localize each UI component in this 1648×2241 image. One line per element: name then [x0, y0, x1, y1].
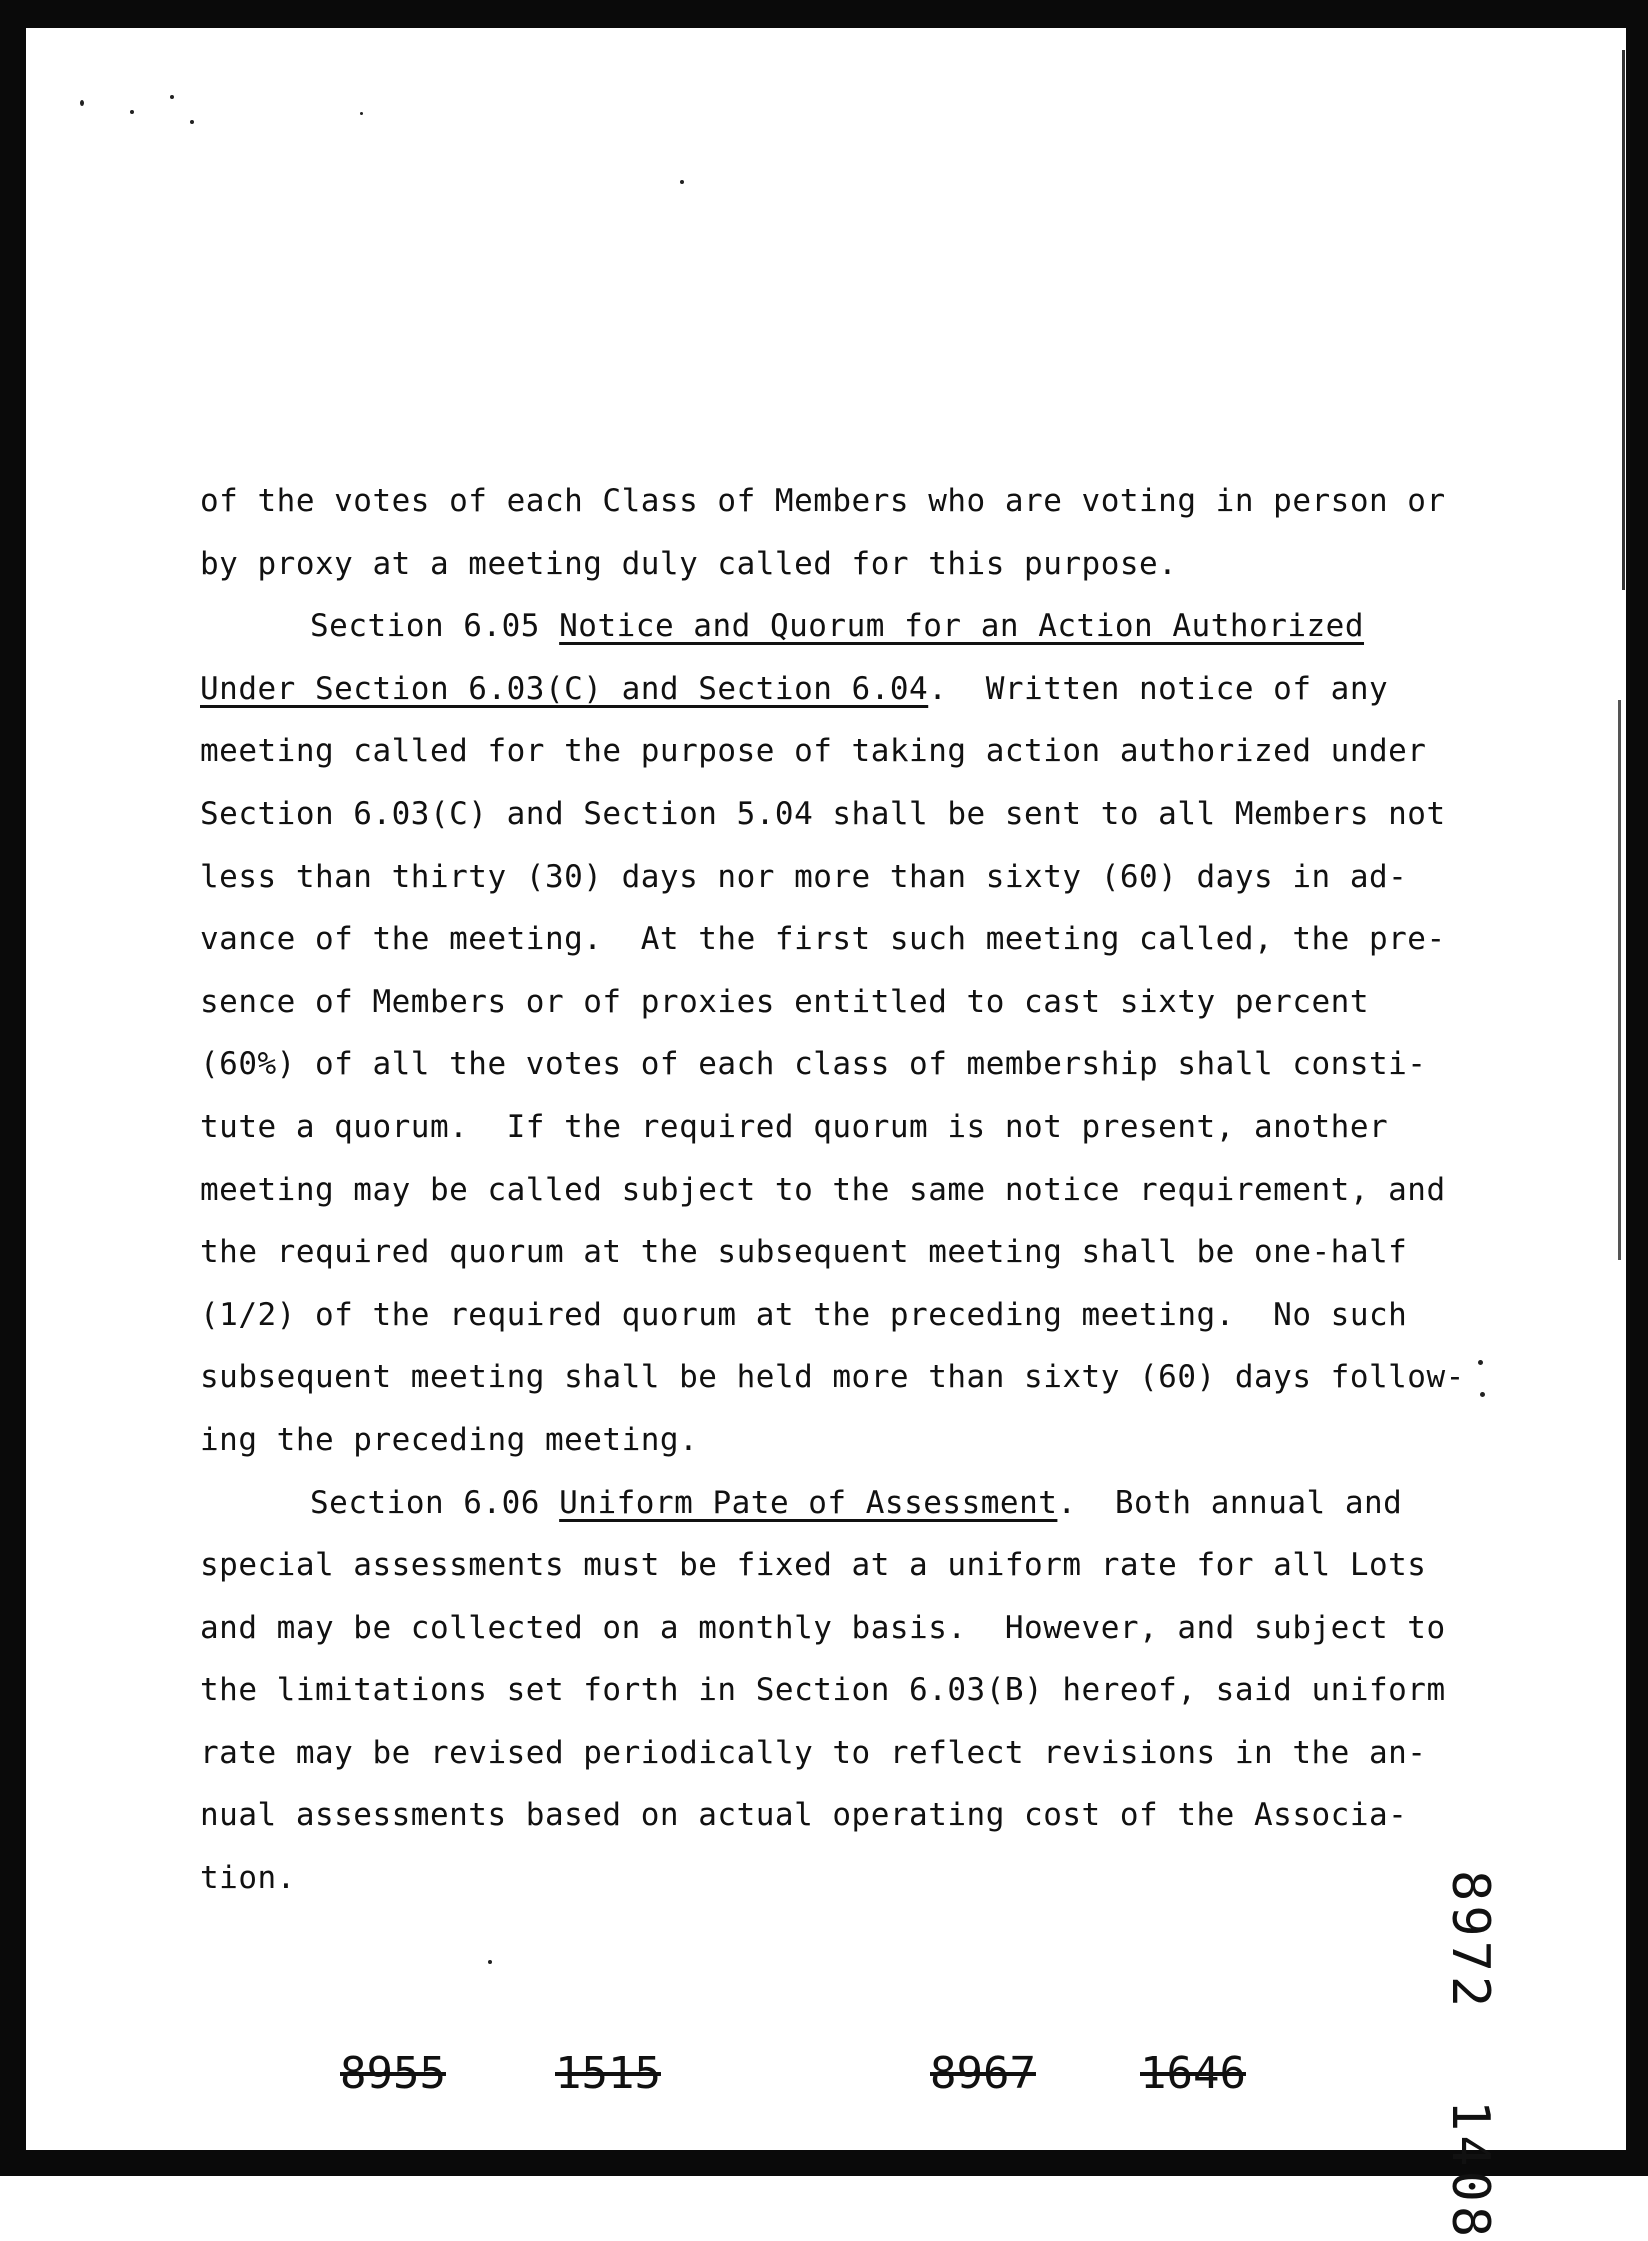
scan-edge-line: [1622, 50, 1625, 590]
footer-page-right: [1140, 2048, 1246, 2099]
scan-speck: [1480, 1392, 1485, 1397]
section-606-title: Uniform Pate of Assessment: [559, 1484, 1058, 1521]
body-line: nual assessments based on actual operating cost of the Associa-: [200, 1797, 1408, 1834]
body-line: and may be collected on a monthly basis. However, and subject to: [200, 1609, 1446, 1646]
scan-speck: [130, 110, 134, 114]
footer-page-left-text: 1515: [555, 2048, 661, 2099]
body-line: meeting called for the purpose of taking action authorized under: [200, 733, 1427, 770]
scan-speck: [1478, 1360, 1483, 1365]
section-605-number: Section 6.05: [310, 608, 560, 645]
body-line: vance of the meeting. At the first such meeting called, the pre-: [200, 921, 1446, 958]
body-line: subsequent meeting shall be held more than sixty (60) days follow-: [200, 1359, 1465, 1396]
body-line: rate may be revised periodically to reflect revisions in the an-: [200, 1734, 1427, 1771]
section-605-title-line2: Under Section 6.03(C) and Section 6.04: [200, 670, 929, 707]
document-body: [200, 470, 1465, 1910]
body-line: Section 6.03(C) and Section 5.04 shall be sent to all Members not: [200, 795, 1446, 832]
footer-book-left: [340, 2048, 446, 2099]
body-line: the required quorum at the subsequent meeting shall be one-half: [200, 1234, 1408, 1271]
body-line: tion.: [200, 1860, 296, 1897]
section-606-heading-suffix: . Both annual and: [1057, 1484, 1403, 1521]
body-line: less than thirty (30) days nor more than sixty (60) days in ad-: [200, 858, 1408, 895]
body-line: (1/2) of the required quorum at the preceding meeting. No such: [200, 1296, 1408, 1333]
footer-book-left-text: 8955: [340, 2048, 446, 2099]
body-line: tute a quorum. If the required quorum is not present, another: [200, 1108, 1389, 1145]
footer-book-right-text: 8967: [930, 2048, 1036, 2099]
scan-speck: [680, 180, 684, 184]
scan-border-left: [0, 0, 26, 2176]
footer-book-right: [930, 2048, 1036, 2099]
body-line: special assessments must be fixed at a uniform rate for all Lots: [200, 1547, 1427, 1584]
section-605-heading-suffix: . Written notice of any: [928, 670, 1389, 707]
body-line: sence of Members or of proxies entitled to cast sixty percent: [200, 983, 1369, 1020]
body-line: of the votes of each Class of Members who are voting in person or: [200, 483, 1446, 519]
scan-border-top: [0, 0, 1648, 28]
body-line: ing the preceding meeting.: [200, 1421, 699, 1458]
section-605-heading: [200, 595, 1460, 658]
scan-speck: [170, 95, 174, 99]
section-605-title-line1: Notice and Quorum for an Action Authorized: [559, 608, 1365, 645]
recording-stamp: [1320, 1870, 1500, 2241]
footer-page-right-text: 1646: [1140, 2048, 1246, 2099]
stamp-book-number: 8972: [1440, 1870, 1500, 2012]
scan-speck: [488, 1960, 492, 1964]
section-605-heading-cont: [200, 658, 1460, 721]
body-line: the limitations set forth in Section 6.03(B) hereof, said uniform: [200, 1672, 1446, 1709]
section-606-number: Section 6.06: [310, 1484, 560, 1521]
scan-speck: [80, 100, 84, 106]
scan-speck: [190, 120, 194, 124]
scan-speck: [360, 112, 363, 115]
body-line: by proxy at a meeting duly called for this purpose.: [200, 545, 1178, 582]
footer-page-left: [555, 2048, 661, 2099]
body-line: meeting may be called subject to the same notice requirement, and: [200, 1171, 1446, 1208]
stamp-page-number: 1408: [1440, 2100, 1500, 2241]
scan-edge-line-lower: [1618, 700, 1621, 1260]
body-line: (60%) of all the votes of each class of membership shall consti-: [200, 1046, 1427, 1083]
scan-border-bottom: [0, 2150, 1648, 2176]
scan-border-right: [1626, 0, 1648, 2176]
section-606-heading: [200, 1472, 1460, 1535]
